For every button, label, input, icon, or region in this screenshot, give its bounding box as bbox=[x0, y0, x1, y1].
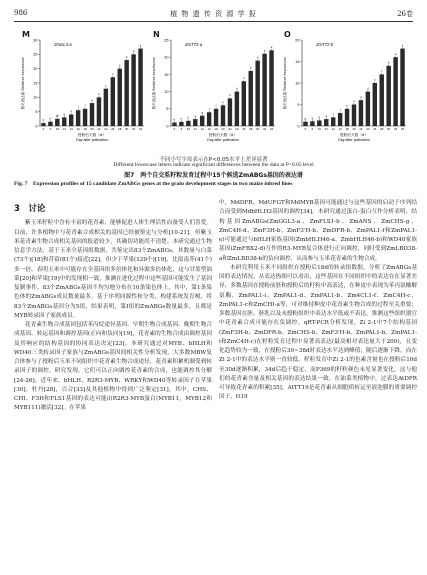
chart-panel-o bbox=[280, 30, 410, 155]
x-tick-label: 34 bbox=[138, 127, 143, 132]
bar bbox=[324, 119, 328, 126]
x-tick-label: 24 bbox=[366, 127, 370, 132]
y-tick-label: 0 bbox=[297, 124, 300, 129]
x-tick-label: 20 bbox=[352, 127, 356, 132]
bar bbox=[242, 81, 246, 126]
bar-chart-o bbox=[280, 30, 410, 155]
bar bbox=[83, 109, 87, 126]
bar bbox=[200, 116, 204, 126]
page-number: 986 bbox=[14, 9, 28, 17]
x-tick-label: 5 bbox=[311, 127, 314, 132]
gene-label: ZmTT2-b bbox=[316, 42, 334, 47]
x-tick-label: 32 bbox=[131, 127, 136, 132]
x-tick-label: 22 bbox=[228, 127, 232, 132]
bar bbox=[179, 122, 183, 126]
bar bbox=[262, 54, 266, 126]
figure-note-cn: 不同小写字母表示在P<0.05水平上差异显著 bbox=[159, 157, 268, 163]
x-tick-label: 34 bbox=[269, 127, 274, 132]
y-tick-label: 0 bbox=[166, 124, 169, 129]
y-tick-label: 25 bbox=[33, 52, 38, 57]
x-tick-label: 32 bbox=[393, 127, 398, 132]
significance-letter: f bbox=[77, 104, 79, 109]
y-tick-label: 20 bbox=[164, 55, 169, 60]
bar bbox=[345, 109, 349, 126]
paragraph: 中，MdDFR、MdUFGT和MdMYB基因可能通过与这些基因的启动子序列结合而受到MdbHLH3基因的调控[34]。本研究通过蛋白-蛋白互作分析表明，结构基因ZmABGs(ZmGGL3-a、ZmFLS1-b、ZmANS、ZmCHS-g、ZmC4H-d、ZmF3H-b、ZmF3'H-b、ZmDFR-b、ZmPAL1-f和ZmPAL1-e)可能通过与bHLH家族基因(ZmbHLH46-a、ZmbHLH46-b)和WD40家族基因(ZmFBX2-d)互作的R3-MYB复合体进行正向调控，同时受到ZmLBD38-a和ZmLBD38-b的负向调控，从而参与玉米花青素的生物合成。 bbox=[219, 200, 417, 262]
y-axis-label: 相对表达量 Relative expression bbox=[21, 56, 25, 110]
significance-letter: gh bbox=[55, 113, 59, 118]
x-tick-label: 18 bbox=[83, 127, 87, 132]
x-tick-label: 14 bbox=[69, 127, 73, 132]
x-axis-label-cn: 授粉后天数（d） bbox=[208, 133, 238, 137]
significance-letter: e bbox=[346, 103, 348, 108]
bar bbox=[193, 119, 197, 126]
bar bbox=[380, 74, 384, 126]
significance-letter: e bbox=[91, 97, 93, 102]
bar bbox=[104, 89, 108, 126]
bar bbox=[118, 69, 122, 126]
x-tick-label: 14 bbox=[200, 127, 204, 132]
significance-letter: h bbox=[180, 116, 183, 121]
bar bbox=[366, 92, 370, 126]
bar bbox=[90, 103, 94, 126]
x-tick-label: 10 bbox=[317, 127, 321, 132]
x-tick-label: 22 bbox=[97, 127, 101, 132]
significance-letter: a bbox=[132, 49, 135, 54]
significance-letter: a bbox=[263, 48, 266, 53]
significance-letter: a bbox=[394, 51, 397, 56]
x-tick-label: 16 bbox=[338, 127, 342, 132]
bar bbox=[186, 121, 190, 126]
significance-letter: d bbox=[367, 86, 369, 91]
significance-letter: d bbox=[360, 94, 362, 99]
right-column bbox=[219, 199, 417, 403]
x-tick-label: 16 bbox=[207, 127, 211, 132]
significance-letter: h bbox=[187, 115, 190, 120]
y-axis-label: 相对表达量 Relative expression bbox=[283, 56, 287, 110]
significance-letter: f bbox=[208, 106, 210, 111]
significance-letter: e bbox=[222, 100, 224, 105]
significance-letter: f bbox=[332, 112, 334, 117]
bar bbox=[352, 105, 356, 127]
significance-letter: g bbox=[304, 116, 307, 121]
x-tick-label: 20 bbox=[90, 127, 94, 132]
significance-letter: d bbox=[236, 86, 238, 91]
y-tick-label: 20 bbox=[295, 38, 300, 43]
x-tick-label: 22 bbox=[359, 127, 363, 132]
journal-title: 植 物 遗 传 资 源 学 报 bbox=[170, 10, 257, 18]
x-tick-label: 34 bbox=[400, 127, 405, 132]
significance-letter: a bbox=[270, 45, 273, 50]
x-tick-label: 0 bbox=[173, 127, 176, 132]
bar-chart-n bbox=[149, 30, 279, 155]
bar-chart-m bbox=[18, 30, 148, 155]
x-tick-label: 26 bbox=[111, 127, 115, 132]
x-tick-label: 5 bbox=[180, 127, 183, 132]
significance-letter: b bbox=[387, 60, 390, 65]
panel-label: N bbox=[153, 30, 160, 39]
bar bbox=[207, 112, 211, 126]
bar bbox=[124, 60, 128, 126]
significance-letter: b bbox=[256, 55, 259, 60]
y-tick-label: 10 bbox=[295, 81, 300, 86]
header-rule bbox=[14, 21, 413, 22]
bar bbox=[338, 113, 342, 126]
y-tick-label: 5 bbox=[35, 110, 38, 115]
x-tick-label: 28 bbox=[380, 127, 384, 132]
x-tick-label: 26 bbox=[373, 127, 377, 132]
x-tick-label: 14 bbox=[331, 127, 335, 132]
left-column bbox=[14, 199, 212, 414]
bar bbox=[76, 110, 80, 126]
figure-caption-cn: 图7 两个自交系籽粒发育过程中15个候选ZmABGs基因的表达谱 bbox=[124, 172, 303, 179]
x-tick-label: 18 bbox=[345, 127, 349, 132]
significance-letter: g bbox=[70, 109, 72, 114]
x-tick-label: 30 bbox=[125, 127, 129, 132]
x-tick-label: 0 bbox=[42, 127, 45, 132]
bar bbox=[359, 100, 363, 126]
x-tick-label: 32 bbox=[262, 127, 267, 132]
significance-letter: b bbox=[125, 54, 128, 59]
x-tick-label: 20 bbox=[221, 127, 225, 132]
x-axis-label-en: Day after pollination bbox=[338, 138, 370, 142]
y-tick-label: 10 bbox=[164, 90, 169, 94]
x-tick-label: 12 bbox=[324, 127, 328, 132]
panel-label: O bbox=[284, 30, 291, 39]
significance-letter: g bbox=[201, 110, 203, 115]
significance-letter: h bbox=[42, 117, 45, 122]
figure-note-en: Different lowercase letters indicate significant differences between the data at P<0.05 level bbox=[113, 162, 314, 168]
significance-letter: g bbox=[194, 113, 197, 118]
section-heading: 3 讨论 bbox=[14, 204, 46, 214]
x-tick-label: 12 bbox=[193, 127, 197, 132]
y-tick-label: 0 bbox=[35, 124, 38, 129]
significance-letter: d bbox=[229, 93, 231, 98]
x-axis-label-en: Day after pollination bbox=[207, 138, 239, 142]
bar bbox=[48, 122, 52, 126]
x-tick-label: 12 bbox=[62, 127, 66, 132]
x-tick-label: 10 bbox=[186, 127, 190, 132]
bar bbox=[131, 54, 135, 126]
bar bbox=[386, 66, 390, 126]
x-axis-label-cn: 授粉后天数（d） bbox=[339, 133, 369, 137]
significance-letter: f bbox=[339, 107, 341, 112]
bar bbox=[310, 121, 314, 126]
y-axis-label: 相对表达量 Relative expression bbox=[152, 56, 156, 110]
figure-caption-en: Fig. 7 Expression profiles of 15 candidate ZmABGs genes at the grain development stages in two maize inbred lines bbox=[14, 181, 293, 187]
bar bbox=[62, 117, 66, 126]
bar bbox=[55, 119, 59, 126]
bar bbox=[303, 122, 307, 126]
significance-letter: h bbox=[49, 116, 52, 121]
bar bbox=[228, 98, 232, 126]
y-tick-label: 30 bbox=[33, 38, 38, 43]
paragraph: 紫玉米籽粒中含有丰富的花青素，能够促进人体生理活性而备受人们喜爱。目前，许多植物中与花青素合成相关的基因已经被鉴定与分析[10-21]。但紫玉米花青素生物合成相关基因的报道较少，其确切功能尚不清楚。本研究通过生物信息学方法，基于玉米全基因组数据，共鉴定出83个ZmABGs，其数量与白菜(73个)[18]和苜蓿(81个)接近[22]，但少于苹果(129个)[19]，比拟南芥(41个)多一倍，表明玉米中可能存在全基因组多倍体化和异源多倍体化，这与甘蓝型油菜[20]和苹果[19]中的发现相一致，推测在进化过程中这些基因可能发生了基因复制事件。83个ZmABGs基因不均匀地分布在10条染色体上，其中，第1条染色体的ZmABGs成员数量最多。基于序列同源性和分类，构建系统发育树，将83个ZmABGs基因分为5组，结果表明，第I组的ZmABGs数量最多，且都是MYB转录因子家族成员。 bbox=[14, 220, 213, 319]
bar bbox=[317, 120, 321, 126]
x-tick-label: 24 bbox=[104, 127, 108, 132]
bar bbox=[255, 61, 259, 126]
x-tick-label: 5 bbox=[49, 127, 52, 132]
significance-letter: b bbox=[249, 65, 252, 70]
bar bbox=[400, 49, 404, 126]
y-tick-label: 5 bbox=[166, 107, 169, 112]
x-tick-label: 30 bbox=[256, 127, 260, 132]
volume-label: 26卷 bbox=[397, 10, 413, 18]
paragraph: 本研究利用玉米不同组织在授粉后18d的转录组数据，分析了ZmABGs基因的表达情况。从表达热图可以看出，这些基因在不同组织中的表达存在显著差异，多数基因在授粉前胚和授粉后的籽粒中高表达，在种皮中表现为苯丙氨酸解氨酶，ZmPAL1-i、ZmPAL1-d、ZmPAL1-b、Zm4CL1-f、ZmC4H-c、ZmPAL1-c和ZmCHI-a等，可对维持种皮中花青素生物合成的过程至关重要；多数基因在胚、胚乳以及未授粉组织中表达水平低或不表达，推测这些组织器官中花青素合成可能存在负调控。qRT-PCR分析发现，Zi 2-1中7个结构基因(ZmF3H-b、ZmDFR-b、ZmCHS-b、ZmF3'H-b、ZmPAL1-b、ZmPAL1-i和ZmC4H-c)在籽粒发育过程中显著高表达(最高相对表达量大于200)，且变化趋势较为一致，在授粉后30~38d时表达水平达到峰值，随后逐渐下降，而在Zi 2-1中的表达水平则一直较低。籽粒发育中Zi 2-1的色素含量也在授粉后10d至30d逐渐积累，34d后趋于稳定，而P369的籽粒颜色未见显著变化，这与他们的花青素含量及相关基因的表达结果一致。在油菜类植物中，过表达AtDFR可导致花青素的积累[35]，AtTT19是花青素从细胞质转运至液泡膜的重要调控因子，tt19 bbox=[219, 264, 417, 401]
x-tick-label: 18 bbox=[214, 127, 218, 132]
chart-panel-n bbox=[149, 30, 279, 155]
significance-letter: b bbox=[118, 63, 121, 68]
y-tick-label: 10 bbox=[33, 95, 38, 100]
significance-letter: c bbox=[112, 71, 114, 76]
significance-letter: c bbox=[105, 83, 107, 88]
chart-panel-m bbox=[18, 30, 148, 155]
bar bbox=[111, 77, 115, 126]
bar bbox=[235, 92, 239, 126]
bar bbox=[41, 123, 45, 126]
significance-letter: f bbox=[215, 103, 217, 108]
paragraph: 花青素生物合成基因包括苯丙烷途径基因、早期生物合成基因、晚期生物合成基因、转运基因和调控基因(正向和负向)[19]，花青素的生物合成由调控基因及其响应的结构基因的协同表达决定[23]。本研究通过对MYB、bHLH和WD40三类转录因子家族与ZmABGs基因间相关性分析发现，大多数MBW复合体参与了授粉后玉米不同组织中花青素生物合成途径，花青素积累机制受到转录因子的调控。研究发现，它们可以正向调控花青素的合成，也能调控其分解[24-26]。近年来，bHLH、R2R3-MYB、WRKY和WD40等转录因子在苹果[30]，牡丹[28]，百合[33]及其他植物中得到广泛鉴定[31]，其中，CHS、CHI、F3H和FLS1基因的表达可能由R2R3-MYB蛋白(MYB11，MYB12和MYB111)激活[32]。在苹果 bbox=[14, 322, 212, 412]
significance-letter: g bbox=[311, 115, 314, 120]
x-tick-label: 10 bbox=[55, 127, 59, 132]
significance-letter: g bbox=[318, 115, 321, 120]
bar bbox=[138, 49, 142, 126]
bar bbox=[221, 105, 225, 126]
x-tick-label: 26 bbox=[242, 127, 246, 132]
bar bbox=[249, 71, 253, 126]
x-tick-label: 24 bbox=[235, 127, 239, 132]
y-tick-label: 20 bbox=[33, 67, 38, 72]
bar bbox=[69, 115, 73, 126]
significance-letter: h bbox=[173, 117, 176, 122]
gene-label: ZmTT2-a bbox=[185, 42, 203, 47]
bar bbox=[331, 117, 335, 126]
bar bbox=[172, 123, 176, 126]
significance-letter: c bbox=[243, 75, 245, 80]
significance-letter: a bbox=[139, 43, 142, 48]
y-tick-label: 15 bbox=[295, 59, 300, 64]
x-axis-label-en: Day after pollination bbox=[76, 138, 108, 142]
significance-letter: g bbox=[63, 112, 66, 117]
bar bbox=[393, 57, 397, 126]
y-tick-label: 5 bbox=[297, 102, 300, 107]
y-tick-label: 15 bbox=[33, 81, 38, 86]
gene-label: ZmGL3-a bbox=[54, 42, 72, 47]
x-tick-label: 28 bbox=[249, 127, 253, 132]
bar bbox=[214, 109, 218, 126]
x-tick-label: 0 bbox=[304, 127, 307, 132]
bar bbox=[269, 50, 273, 126]
significance-letter: a bbox=[401, 43, 404, 48]
x-tick-label: 30 bbox=[387, 127, 391, 132]
y-tick-label: 25 bbox=[164, 38, 169, 43]
panel-label: M bbox=[22, 30, 30, 39]
significance-letter: c bbox=[374, 77, 376, 82]
significance-letter: c bbox=[381, 69, 383, 74]
y-tick-label: 15 bbox=[164, 72, 169, 77]
x-tick-label: 28 bbox=[118, 127, 122, 132]
significance-letter: d bbox=[98, 92, 100, 97]
bar bbox=[373, 83, 377, 126]
figure-7 bbox=[18, 30, 410, 155]
bar bbox=[97, 97, 101, 126]
significance-letter: e bbox=[353, 99, 355, 104]
significance-letter: g bbox=[325, 113, 328, 118]
x-tick-label: 16 bbox=[76, 127, 80, 132]
x-axis-label-cn: 授粉后天数（d） bbox=[77, 133, 107, 137]
significance-letter: f bbox=[84, 103, 86, 108]
